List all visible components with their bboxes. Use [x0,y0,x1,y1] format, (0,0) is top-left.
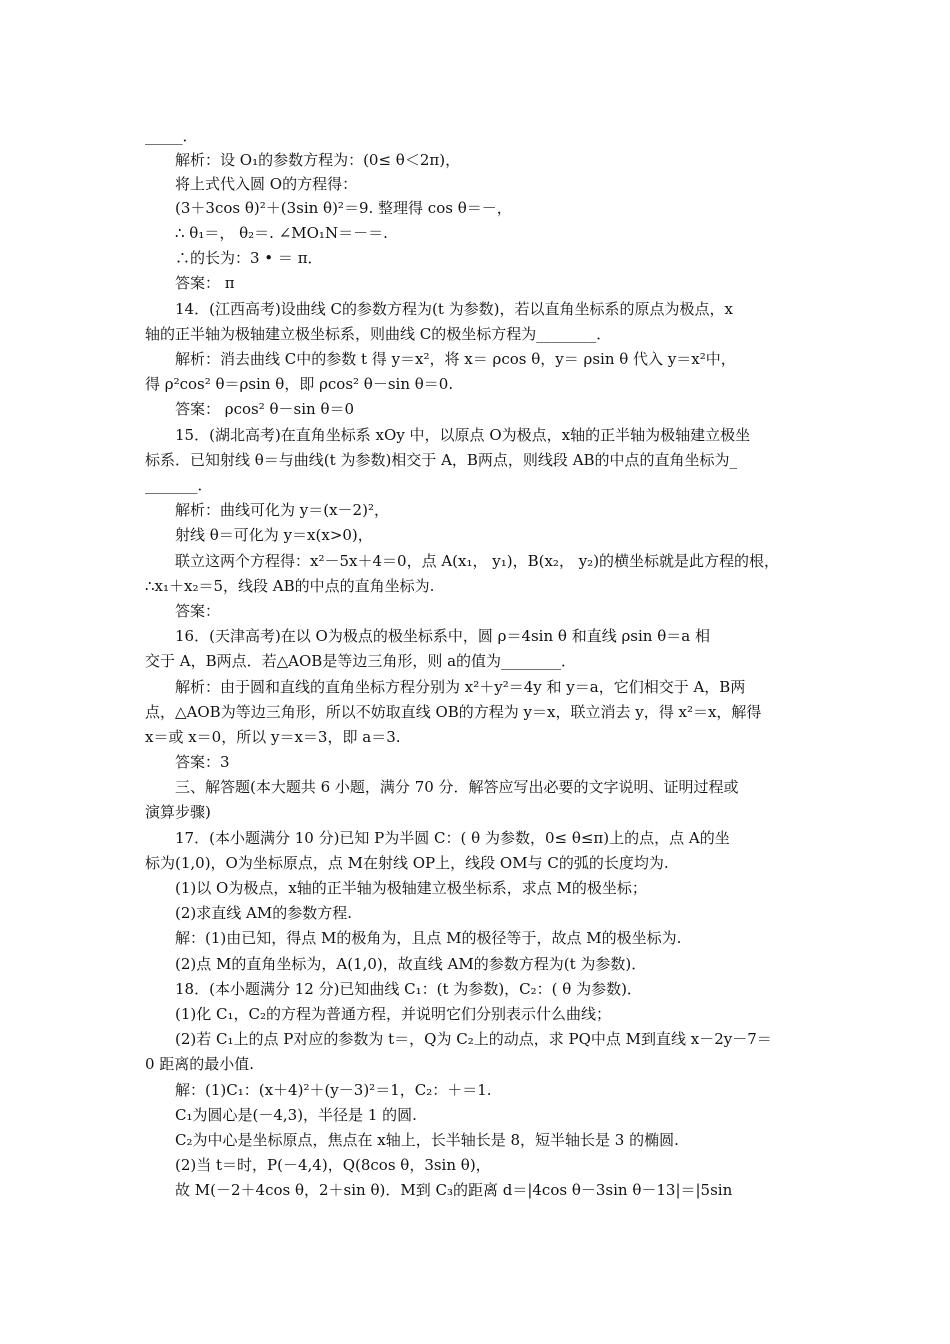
text-line-12: 答案： ρcos² θ－sin θ＝0 [175,400,355,418]
problem-15-line-3: _______． [145,476,213,494]
text-line-32: (2)求直线 AM的参数方程. [175,904,352,922]
text-line-11: 得 ρ²cos² θ＝ρsin θ，即 ρcos² θ－sin θ＝0. [145,375,454,393]
text-line-37: (2)若 C₁上的点 P对应的参数为 t＝，Q为 C₂上的动点，求 PQ中点 M到直线 x－2y－7＝ [175,1030,772,1048]
text-line-41: C₂为中心是坐标原点，焦点在 x轴上，长半轴长是 8，短半轴长是 3 的椭圆. [175,1131,679,1149]
problem-17-line-1: 17．(本小题满分 10 分)已知 P为半圆 C：( θ 为参数，0≤ θ≤π)上的点，点 A的坐 [175,829,730,847]
text-line-4: (3＋3cos θ)²＋(3sin θ)²＝9. 整理得 cos θ＝－， [175,199,512,217]
problem-14-line-2: 轴的正半轴为极轴建立极坐标系，则曲线 C的极坐标方程为________． [145,325,612,343]
text-line-23: 解析：由于圆和直线的直角坐标方程分别为 x²＋y²＝4y 和 y＝a，它们相交于 A，B两 [175,678,746,696]
text-line-2: 解析：设 O₁的参数方程为：(0≤ θ＜2π)， [175,151,461,169]
text-line-19: ∴x₁＋x₂＝5，线段 AB的中点的直角坐标为. [145,577,435,595]
text-line-6: ∴的长为：3 • ＝ π． [175,249,323,267]
text-line-33: 解：(1)由已知，得点 M的极角为，且点 M的极径等于，故点 M的极坐标为. [175,929,682,947]
problem-17-line-2: 标为(1,0)，O为坐标原点，点 M在射线 OP上，线段 OM与 C的弧的长度均为. [145,854,669,872]
text-line-26: 答案：3 [175,753,230,771]
text-line-3: 将上式代入圆 O的方程得： [175,175,358,193]
problem-16-line-1: 16．(天津高考)在以 O为极点的极坐标系中，圆 ρ＝4sin θ 和直线 ρsin θ＝a 相 [175,627,710,645]
text-line-18: 联立这两个方程得：x²－5x＋4＝0，点 A(x₁， y₁)，B(x₂， y₂)的横坐标就是此方程的根， [175,552,780,570]
text-line-40: C₁为圆心是(－4,3)，半径是 1 的圆. [175,1106,417,1124]
text-line-34: (2)点 M的直角坐标为，A(1,0)，故直线 AM的参数方程为(t 为参数)． [175,955,647,973]
text-line-5: ∴ θ₁＝， θ₂＝. ∠MO₁N＝－＝. [175,224,388,242]
text-line-36: (1)化 C₁，C₂的方程为普通方程，并说明它们分别表示什么曲线； [175,1005,611,1023]
problem-16-line-2: 交于 A，B两点．若△AOB是等边三角形，则 a的值为________． [145,652,577,670]
text-line-31: (1)以 O为极点，x轴的正半轴为极轴建立极坐标系，求点 M的极坐标； [175,879,647,897]
problem-15-line-1: 15．(湖北高考)在直角坐标系 xOy 中，以原点 O为极点，x轴的正半轴为极轴建立极坐 [175,426,751,444]
text-line-7: 答案： π [175,274,235,292]
text-line-1: _____． [145,127,198,145]
section-heading-line-1: 三、解答题(本大题共 6 小题，满分 70 分．解答应写出必要的文字说明、证明过程或 [175,778,739,796]
section-heading-line-2: 演算步骤) [145,803,211,821]
problem-18-line-1: 18．(本小题满分 12 分)已知曲线 C₁：(t 为参数)，C₂：( θ 为参数)． [175,980,642,998]
text-line-17: 射线 θ＝可化为 y＝x(x>0)， [175,526,373,544]
text-line-39: 解：(1)C₁：(x＋4)²＋(y－3)²＝1，C₂：＋＝1. [175,1081,492,1099]
text-line-43: 故 M(－2＋4cos θ，2＋sin θ)．M到 C₃的距离 d＝|4cos θ－3sin θ－13|＝|5sin [175,1181,733,1199]
text-line-38: 0 距离的最小值. [145,1055,255,1073]
text-line-42: (2)当 t＝时，P(－4,4)，Q(8cos θ，3sin θ)， [175,1156,491,1174]
problem-15-line-2: 标系．已知射线 θ＝与曲线(t 为参数)相交于 A，B两点，则线段 AB的中点的直角坐标为_ [145,451,738,469]
text-line-24: 点，△AOB为等边三角形，所以不妨取直线 OB的方程为 y＝x，联立消去 y，得 x²＝x，解得 [145,703,762,721]
text-line-25: x＝或 x＝0，所以 y＝x＝3，即 a＝3. [145,728,401,746]
text-line-20: 答案： [175,602,221,620]
problem-14-line-1: 14．(江西高考)设曲线 C的参数方程为(t 为参数)，若以直角坐标系的原点为极点，x [175,300,733,318]
text-line-10: 解析：消去曲线 C中的参数 t 得 y＝x²，将 x＝ ρcos θ，y＝ ρsin θ 代入 y＝x²中， [175,350,736,368]
text-line-16: 解析：曲线可化为 y＝(x－2)²， [175,501,389,519]
